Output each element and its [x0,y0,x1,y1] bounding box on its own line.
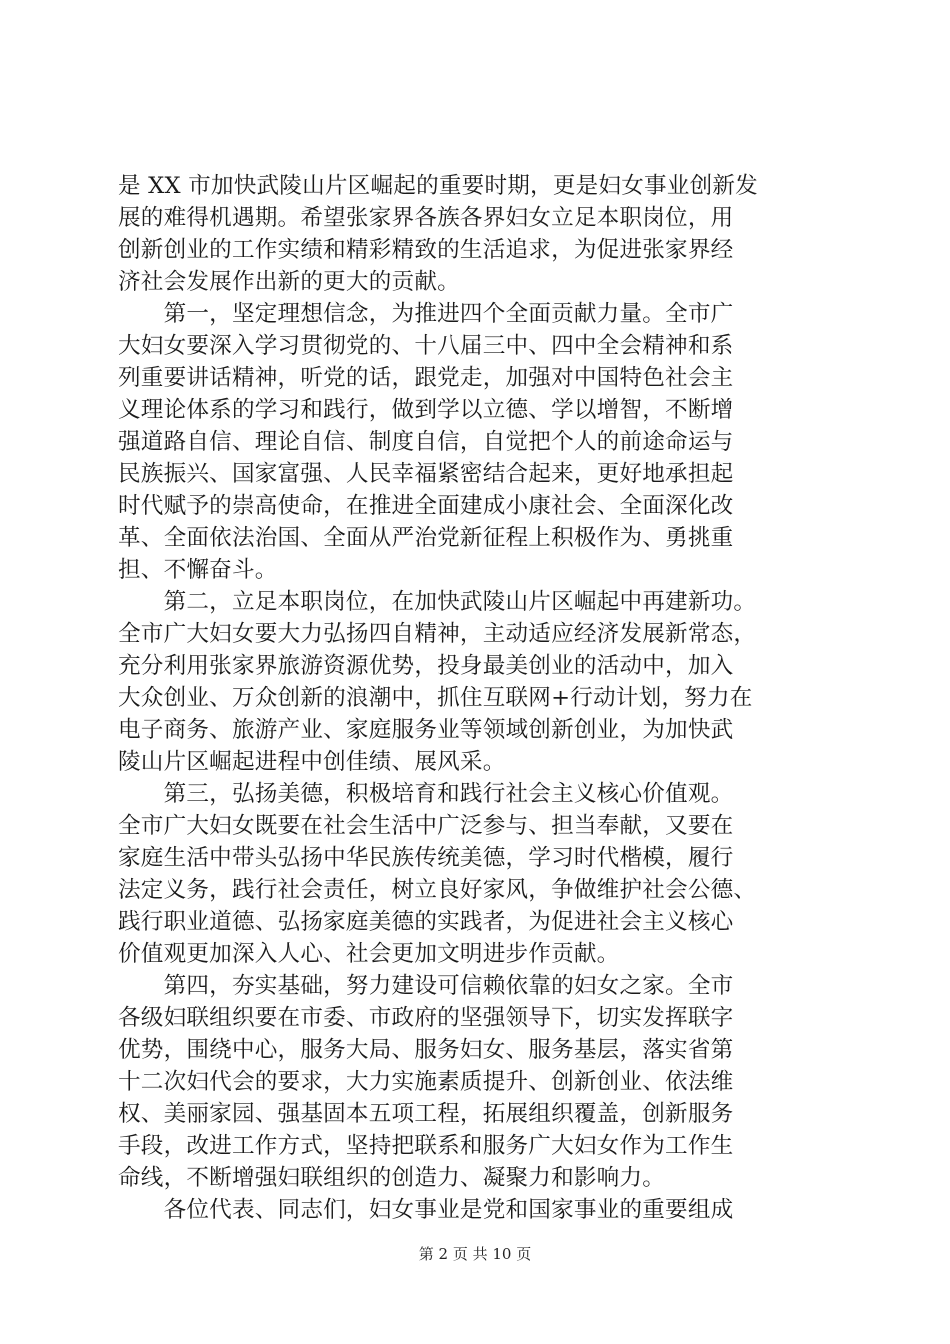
text-line: 民族振兴、国家富强、人民幸福紧密结合起来，更好地承担起 [118,461,734,487]
text-line: 价值观更加深入人心、社会更加文明进步作贡献。 [118,941,620,967]
text-line: 全市广大妇女既要在社会生活中广泛参与、担当奉献，又要在 [118,813,734,839]
text-line: 全市广大妇女要大力弘扬四自精神，主动适应经济发展新常态， [118,621,757,647]
text-line: 义理论体系的学习和践行，做到学以立德、学以增智，不断增 [118,397,734,423]
text-line: 命线，不断增强妇联组织的创造力、凝聚力和影响力。 [118,1165,666,1191]
text-line: 十二次妇代会的要求，大力实施素质提升、创新创业、依法维 [118,1069,734,1095]
text-line: 手段，改进工作方式，坚持把联系和服务广大妇女作为工作生 [118,1133,734,1159]
text-line: 担、不懈奋斗。 [118,557,278,583]
text-line: 第四，夯实基础，努力建设可信赖依靠的妇女之家。全市 [118,973,734,999]
text-line: 法定义务，践行社会责任，树立良好家风，争做维护社会公德、 [118,877,757,903]
text-line: 权、美丽家园、强基固本五项工程，拓展组织覆盖，创新服务 [118,1101,734,1127]
text-line: 践行职业道德、弘扬家庭美德的实践者，为促进社会主义核心 [118,909,734,935]
text-line: 展的难得机遇期。希望张家界各族各界妇女立足本职岗位，用 [118,205,734,231]
text-line: 充分利用张家界旅游资源优势，投身最美创业的活动中，加入 [118,653,734,679]
text-line: 列重要讲话精神，听党的话，跟党走，加强对中国特色社会主 [118,365,734,391]
text-line: 优势，围绕中心，服务大局、服务妇女、服务基层，落实省第 [118,1037,734,1063]
text-line: 陵山片区崛起进程中创佳绩、展风采。 [118,749,506,775]
text-line: 创新创业的工作实绩和精彩精致的生活追求，为促进张家界经 [118,237,734,263]
text-line: 时代赋予的崇高使命，在推进全面建成小康社会、全面深化改 [118,493,734,519]
text-line: 各级妇联组织要在市委、市政府的坚强领导下，切实发挥联字 [118,1005,734,1031]
text-line: 强道路自信、理论自信、制度自信，自觉把个人的前途命运与 [118,429,734,455]
text-line: 各位代表、同志们，妇女事业是党和国家事业的重要组成 [118,1197,734,1223]
text-line: 大妇女要深入学习贯彻党的、十八届三中、四中全会精神和系 [118,333,734,359]
text-line: 革、全面依法治国、全面从严治党新征程上积极作为、勇挑重 [118,525,734,551]
text-line: 家庭生活中带头弘扬中华民族传统美德，学习时代楷模，履行 [118,845,734,871]
body-text [118,170,840,1226]
page-footer: 第 2 页 共 10 页 [418,1245,532,1263]
text-line: 济社会发展作出新的更大的贡献。 [118,269,460,295]
text-line: 是 XX 市加快武陵山片区崛起的重要时期，更是妇女事业创新发 [118,173,758,199]
text-line: 第三，弘扬美德，积极培育和践行社会主义核心价值观。 [118,781,734,807]
text-line: 第二，立足本职岗位，在加快武陵山片区崛起中再建新功。 [118,589,757,615]
text-line: 大众创业、万众创新的浪潮中，抓住互联网+行动计划，努力在 [118,685,753,711]
text-line: 电子商务、旅游产业、家庭服务业等领域创新创业，为加快武 [118,717,734,743]
text-line: 第一，坚定理想信念，为推进四个全面贡献力量。全市广 [118,301,734,327]
